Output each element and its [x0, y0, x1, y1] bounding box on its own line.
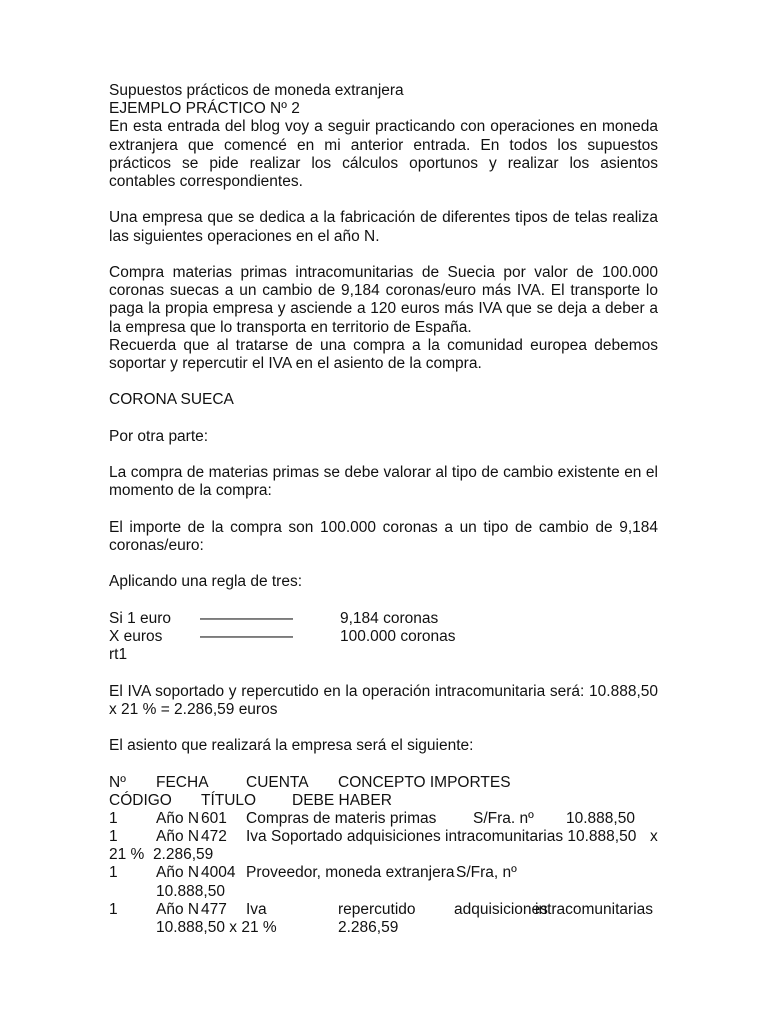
row-3-date: Año N [156, 864, 200, 882]
row-1-reference: S/Fra. nº [473, 809, 534, 827]
purchase-paragraph: Compra materias primas intracomunitarias de Suecia por valor de 100.000 coronas suecas a un cambio de 9,184 coronas/euro más IVA. El transporte lo paga la propia empresa y asciende a 120 euros más IVA que se deja a deber a la empresa que lo transporta en territorio de España. [109, 264, 658, 336]
rule-row-2-right: 100.000 coronas [340, 627, 456, 645]
rule-intro: Aplicando una regla de tres: [109, 573, 303, 591]
iva-paragraph: El IVA soportado y repercutido en la operación intracomunitaria será: 10.888,50 x 21 % = 2.286,59 euros [109, 682, 658, 718]
header-number: Nº [109, 773, 126, 791]
rule-row-2 [109, 628, 658, 646]
row-4-word-2: repercutido [338, 900, 416, 918]
rule-row-2-left: X euros [109, 627, 163, 645]
row-2-continuation: 21 % 2.286,59 [109, 846, 214, 864]
table-row [109, 828, 658, 846]
table-row [109, 901, 658, 919]
row-3-code: 4004 [201, 864, 236, 882]
row-1-title: Compras de materis primas [246, 809, 437, 827]
header-code: CÓDIGO [109, 791, 172, 809]
row-1-code: 601 [201, 809, 227, 827]
row-4-number: 1 [109, 900, 118, 918]
header-title: TÍTULO [201, 791, 257, 809]
rule-row-2-dash: —————— [200, 627, 293, 645]
table-header-1 [109, 774, 658, 792]
header-concept: CONCEPTO IMPORTES [338, 773, 511, 791]
rule-row-1-right: 9,184 coronas [340, 609, 439, 627]
table-row-continuation [109, 883, 658, 901]
table-row [109, 864, 658, 882]
row-3-title: Proveedor, moneda extranjera [246, 864, 455, 882]
amount-paragraph: El importe de la compra son 100.000 coronas a un tipo de cambio de 9,184 coronas/euro: [109, 518, 658, 554]
table-row-continuation [109, 919, 658, 937]
row-1-number: 1 [109, 809, 118, 827]
rule-row-1 [109, 610, 658, 628]
row-3-continuation: 10.888,50 [156, 882, 225, 900]
entry-intro: El asiento que realizará la empresa será el siguiente: [109, 737, 474, 755]
row-4-word-1: Iva [246, 900, 267, 918]
row-4-word-4: intracomunitarias [535, 900, 654, 918]
row-2-date: Año N [156, 828, 200, 846]
row-1-amount: 10.888,50 [566, 809, 635, 827]
rule-row-1-left: Si 1 euro [109, 609, 172, 627]
header-account: CUENTA [246, 773, 309, 791]
row-2-code: 472 [201, 828, 227, 846]
table-row-continuation [109, 846, 658, 864]
rule-row-1-dash: —————— [200, 609, 293, 627]
row-2-number: 1 [109, 828, 118, 846]
row-4-amount: 2.286,59 [338, 919, 399, 937]
table-header-2 [109, 792, 658, 810]
header-date: FECHA [156, 773, 209, 791]
other-side-text: Por otra parte: [109, 427, 209, 445]
valuation-paragraph: La compra de materias primas se debe valorar al tipo de cambio existente en el momento de la compra: [109, 464, 658, 500]
row-2-multiplier: x [650, 828, 658, 846]
row-1-date: Año N [156, 809, 200, 827]
row-2-title: Iva Soportado adquisiciones intracomunitarias 10.888,50 [246, 828, 637, 846]
document-page [109, 82, 658, 937]
intro-paragraph: En esta entrada del blog voy a seguir practicando con operaciones en moneda extranjera que comencé en mi anterior entrada. En todos los supuestos prácticos se pide realizar los cálculos oportunos y realizar los asientos contables correspondientes. [109, 118, 658, 191]
row-4-code: 477 [201, 900, 227, 918]
header-debit-credit: DEBE HABER [292, 791, 392, 809]
row-3-reference: S/Fra, nº [456, 864, 517, 882]
document-title: Supuestos prácticos de moneda extranjera [109, 82, 404, 99]
row-4-continuation: 10.888,50 x 21 % [156, 919, 277, 937]
table-row [109, 810, 658, 828]
example-heading: EJEMPLO PRÁCTICO Nº 2 [109, 100, 300, 118]
row-3-number: 1 [109, 864, 118, 882]
row-4-date: Año N [156, 900, 200, 918]
company-paragraph: Una empresa que se dedica a la fabricación de diferentes tipos de telas realiza las siguientes operaciones en el año N. [109, 209, 658, 245]
reminder-paragraph: Recuerda que al tratarse de una compra a la comunidad europea debemos soportar y repercutir el IVA en el asiento de la compra. [109, 336, 658, 373]
rule-footnote: rt1 [109, 646, 128, 664]
currency-heading: CORONA SUECA [109, 391, 234, 409]
row-4-word-3: adquisiciones [454, 900, 548, 918]
